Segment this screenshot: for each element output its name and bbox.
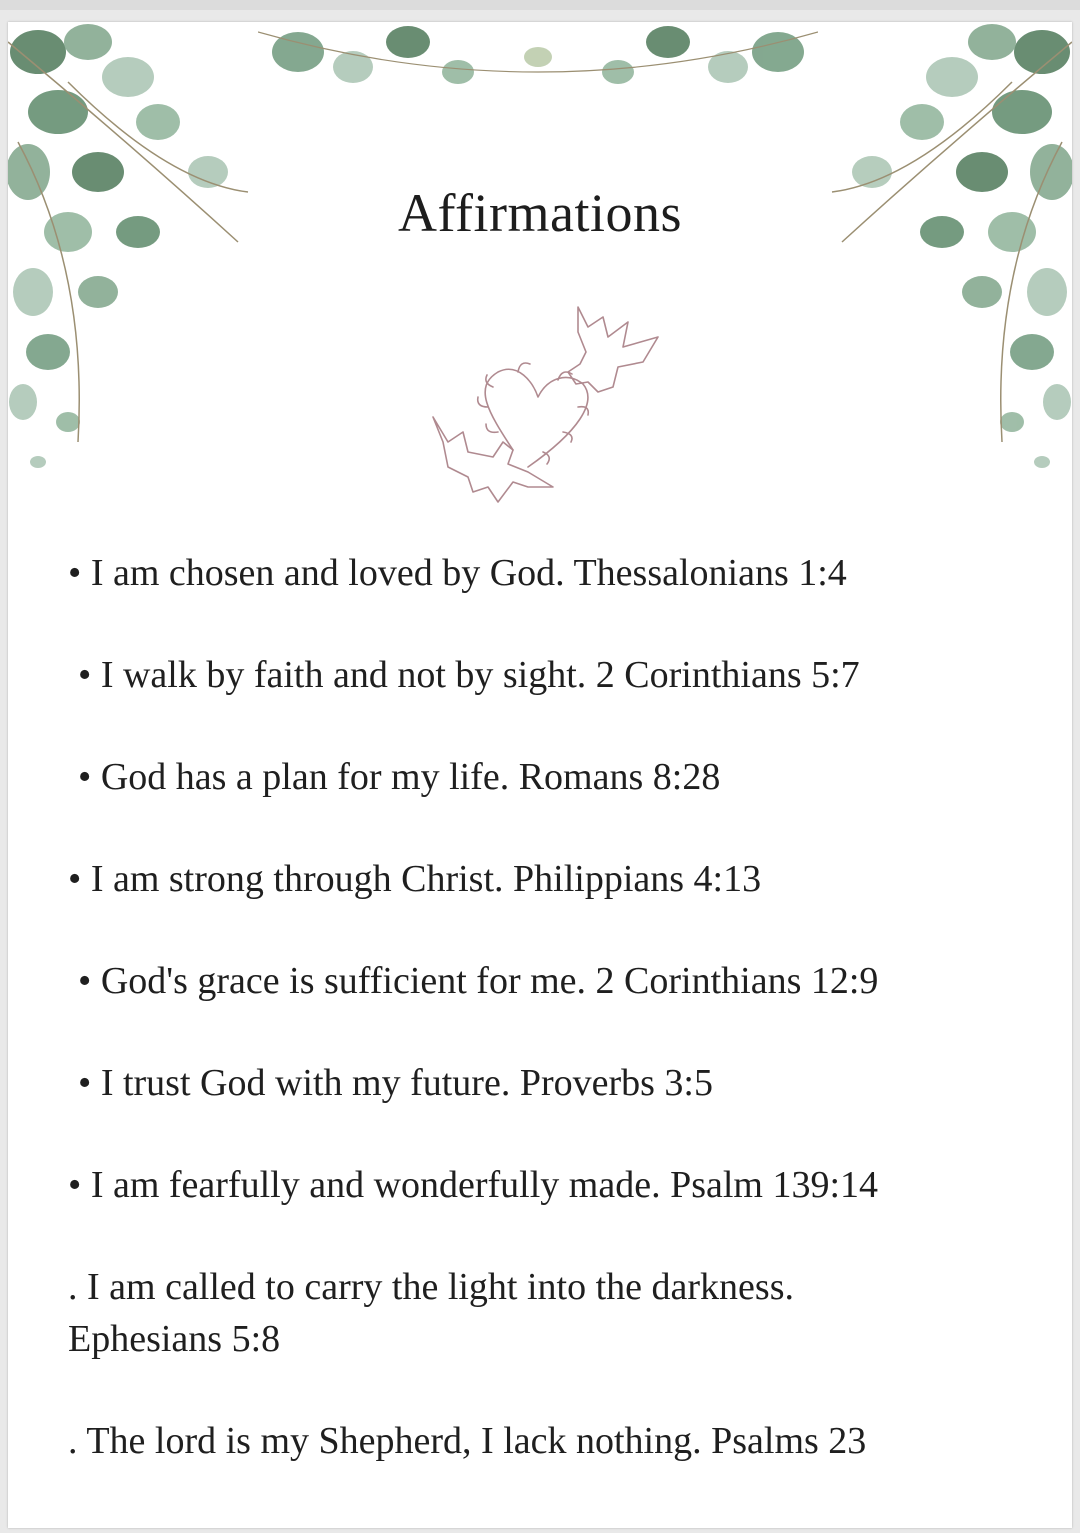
list-item: [68, 853, 1028, 905]
page-title: Affirmations: [398, 183, 682, 243]
affirmation-text: I am strong through Christ. Philippians 4:13: [90, 858, 762, 900]
top-edge: [0, 0, 1080, 10]
bullet-marker: •: [68, 858, 82, 900]
list-item: [68, 1415, 1028, 1467]
affirmation-text: God's grace is sufficient for me. 2 Corinthians 12:9: [100, 960, 879, 1002]
bullet-marker: •: [78, 1062, 92, 1104]
affirmation-text: I am chosen and loved by God. Thessalonians 1:4: [90, 552, 847, 594]
affirmation-text: I walk by faith and not by sight. 2 Corinthians 5:7: [100, 654, 860, 696]
list-item: [68, 955, 1028, 1007]
bullet-marker: •: [78, 654, 92, 696]
list-item: [68, 1159, 1028, 1211]
affirmation-text: I am fearfully and wonderfully made. Psalm 139:14: [90, 1164, 879, 1206]
list-item: [68, 1057, 1028, 1109]
eucalyptus-foliage-top-icon: [258, 22, 818, 132]
bullet-marker: •: [68, 552, 82, 594]
affirmation-text: I am called to carry the light into the darkness. Ephesians 5:8: [68, 1266, 794, 1360]
list-item: [68, 649, 1028, 701]
bullet-marker: .: [68, 1266, 78, 1308]
bullet-marker: •: [78, 756, 92, 798]
eucalyptus-foliage-left-icon: [8, 22, 268, 492]
bullet-marker: •: [78, 960, 92, 1002]
bullet-marker: •: [68, 1164, 82, 1206]
affirmation-text: I trust God with my future. Proverbs 3:5: [100, 1062, 713, 1104]
list-item: [68, 547, 1028, 599]
affirmations-list: [68, 547, 1028, 1517]
eucalyptus-foliage-right-icon: [812, 22, 1072, 492]
affirmation-text: God has a plan for my life. Romans 8:28: [100, 756, 721, 798]
list-item: [68, 1261, 888, 1365]
bullet-marker: .: [68, 1420, 78, 1462]
affirmation-text: The lord is my Shepherd, I lack nothing. Psalms 23: [86, 1420, 867, 1462]
list-item: [68, 751, 1028, 803]
affirmations-page: [8, 22, 1072, 1528]
doves-heart-icon: [418, 292, 678, 532]
